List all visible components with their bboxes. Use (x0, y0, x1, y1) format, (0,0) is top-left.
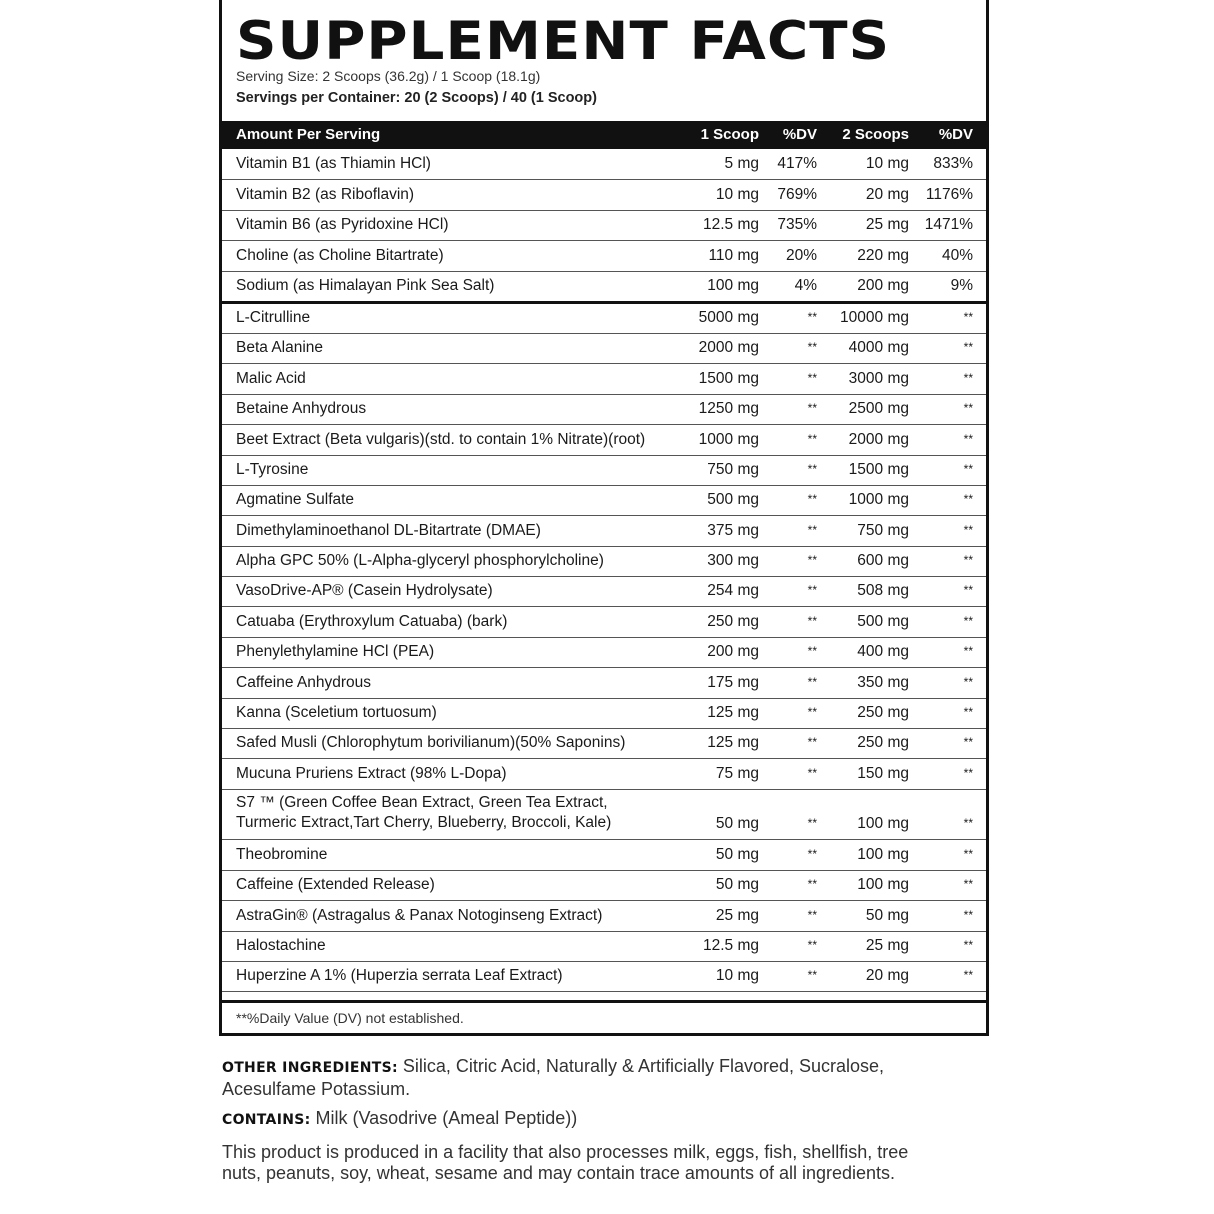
cell-dv1: ** (807, 583, 817, 598)
cell-name: Malic Acid (236, 369, 306, 387)
cell-name: Agmatine Sulfate (236, 491, 355, 509)
cell-q1: 500 mg (707, 491, 759, 509)
cell-q2: 1000 mg (848, 491, 909, 509)
cell-q2: 1500 mg (848, 460, 909, 478)
cell-name: AstraGin® (Astragalus & Panax Notoginseng Extract) (236, 906, 603, 924)
cell-name: Phenylethylamine HCl (PEA) (236, 643, 435, 661)
cell-q1: 50 mg (715, 815, 759, 833)
cell-q1: 5 mg (724, 155, 759, 173)
allergen-statement: This product is produced in a facility that also processes milk, eggs, fish, shellfish, tree nuts, peanuts, soy, wheat, sesame and may contain trace amounts of all ingredients. (222, 1142, 909, 1183)
cell-q2: 600 mg (857, 552, 909, 570)
cell-name: Huperzine A 1% (Huperzia serrata Leaf Extract) (236, 967, 563, 985)
cell-dv2: ** (963, 522, 973, 537)
cell-q1: 75 mg (715, 764, 759, 782)
cell-q1: 5000 mg (698, 308, 759, 326)
cell-dv2: ** (963, 613, 973, 628)
header-scoop1: 1 Scoop (700, 126, 759, 143)
cell-dv1: ** (807, 968, 817, 983)
cell-dv1: ** (807, 401, 817, 416)
cell-q2: 750 mg (857, 521, 909, 539)
table-row (222, 486, 986, 516)
table-row (222, 962, 986, 992)
cell-q2: 350 mg (857, 673, 909, 691)
cell-q1: 1500 mg (698, 369, 759, 387)
other-ingredients (222, 1056, 902, 1100)
cell-name: VasoDrive-AP® (Casein Hydrolysate) (236, 582, 493, 600)
table-row (222, 211, 986, 241)
cell-dv1: ** (807, 877, 817, 892)
cell-q2: 100 mg (857, 845, 909, 863)
supplement-facts-panel (219, 0, 989, 1036)
cell-dv2: ** (963, 309, 973, 324)
cell-name: Beet Extract (Beta vulgaris)(std. to contain 1% Nitrate)(root) (236, 430, 646, 448)
cell-dv1: ** (807, 907, 817, 922)
cell-q1: 1000 mg (698, 430, 759, 448)
table-row (222, 304, 986, 334)
header-dv1: %DV (782, 126, 817, 143)
cell-dv2: 833% (933, 155, 973, 173)
cell-q2: 200 mg (857, 276, 909, 294)
cell-q2: 20 mg (865, 967, 909, 985)
cell-q1: 2000 mg (698, 339, 759, 357)
footnote: **%Daily Value (DV) not established. (236, 1010, 464, 1026)
cell-dv2: ** (963, 461, 973, 476)
cell-dv1: ** (807, 816, 817, 831)
cell-dv2: ** (963, 340, 973, 355)
cell-q2: 10000 mg (840, 308, 909, 326)
cell-dv1: ** (807, 522, 817, 537)
table-row (222, 364, 986, 394)
cell-q1: 10 mg (715, 185, 759, 203)
cell-dv1: ** (807, 431, 817, 446)
cell-dv2: ** (963, 553, 973, 568)
table-row (222, 180, 986, 210)
table-row (222, 790, 986, 841)
cell-q2: 500 mg (857, 612, 909, 630)
cell-q2: 2000 mg (848, 430, 909, 448)
cell-dv2: ** (963, 705, 973, 720)
cell-dv2: ** (963, 765, 973, 780)
footnote-divider (222, 1000, 986, 1003)
cell-dv1: 769% (777, 185, 817, 203)
cell-dv1: ** (807, 309, 817, 324)
table-row (222, 272, 986, 304)
cell-dv1: ** (807, 735, 817, 750)
cell-q1: 175 mg (707, 673, 759, 691)
table-row (222, 425, 986, 455)
cell-q2: 100 mg (857, 876, 909, 894)
cell-dv2: ** (963, 431, 973, 446)
cell-q1: 125 mg (707, 704, 759, 722)
cell-dv1: ** (807, 705, 817, 720)
table-row (222, 577, 986, 607)
cell-name: Catuaba (Erythroxylum Catuaba) (bark) (236, 612, 508, 630)
table-row (222, 241, 986, 271)
table-row (222, 901, 986, 931)
cell-dv1: ** (807, 613, 817, 628)
cell-dv2: ** (963, 401, 973, 416)
cell-name: Choline (as Choline Bitartrate) (236, 246, 444, 264)
cell-q1: 110 mg (708, 246, 759, 264)
cell-q1: 50 mg (715, 845, 759, 863)
cell-q2: 400 mg (857, 643, 909, 661)
contains (222, 1108, 577, 1129)
cell-dv1: 20% (785, 246, 817, 264)
cell-dv2: ** (963, 877, 973, 892)
contains-label: CONTAINS: (222, 1112, 311, 1128)
table-row (222, 759, 986, 789)
cell-name: Beta Alanine (236, 339, 324, 357)
cell-dv2: 9% (950, 276, 973, 294)
cell-q2: 508 mg (857, 582, 909, 600)
cell-dv2: ** (963, 907, 973, 922)
cell-q1: 10 mg (715, 967, 759, 985)
cell-q1: 375 mg (707, 521, 759, 539)
cell-name: S7 ™ (Green Coffee Bean Extract, Green Tea Extract, Turmeric Extract,Tart Cherry, Blueberry, Broccoli, Kale) (236, 794, 612, 832)
cell-name: Caffeine Anhydrous (236, 673, 372, 691)
servings-per-container: Servings per Container: 20 (2 Scoops) / 40 (1 Scoop) (236, 90, 597, 106)
cell-dv2: ** (963, 816, 973, 831)
table-row (222, 607, 986, 637)
cell-dv1: ** (807, 553, 817, 568)
cell-name: Vitamin B2 (as Riboflavin) (236, 185, 415, 203)
other-ingredients-label: OTHER INGREDIENTS: (222, 1060, 398, 1076)
cell-name: Safed Musli (Chlorophytum borivilianum)(50% Saponins) (236, 734, 626, 752)
cell-q1: 100 mg (707, 276, 759, 294)
table-row (222, 668, 986, 698)
cell-name: Alpha GPC 50% (L-Alpha-glyceryl phosphorylcholine) (236, 552, 604, 570)
cell-dv1: ** (807, 461, 817, 476)
cell-dv2: 1471% (924, 216, 973, 234)
cell-q1: 254 mg (707, 582, 759, 600)
cell-q1: 50 mg (715, 876, 759, 894)
cell-name: L-Tyrosine (236, 460, 309, 478)
cell-q2: 100 mg (857, 815, 909, 833)
header-scoop2: 2 Scoops (842, 126, 909, 143)
cell-dv2: ** (963, 674, 973, 689)
header-amount: Amount Per Serving (236, 126, 381, 143)
cell-dv1: ** (807, 644, 817, 659)
cell-q2: 10 mg (865, 155, 909, 173)
cell-dv1: ** (807, 492, 817, 507)
cell-q1: 25 mg (715, 906, 759, 924)
cell-name: Vitamin B1 (as Thiamin HCl) (236, 155, 431, 173)
cell-dv2: ** (963, 735, 973, 750)
cell-q1: 250 mg (707, 612, 759, 630)
cell-q2: 3000 mg (848, 369, 909, 387)
cell-dv2: ** (963, 583, 973, 598)
cell-q2: 150 mg (857, 764, 909, 782)
table-row (222, 516, 986, 546)
cell-dv2: ** (963, 370, 973, 385)
cell-q1: 125 mg (707, 734, 759, 752)
facts-table-body (222, 150, 986, 992)
table-header (222, 121, 986, 149)
cell-name: Betaine Anhydrous (236, 400, 367, 418)
table-row (222, 840, 986, 870)
cell-dv2: ** (963, 644, 973, 659)
table-row (222, 638, 986, 668)
cell-name: Theobromine (236, 845, 328, 863)
cell-q2: 2500 mg (848, 400, 909, 418)
table-row (222, 395, 986, 425)
cell-q2: 25 mg (865, 216, 909, 234)
cell-dv1: 735% (777, 216, 817, 234)
cell-q1: 300 mg (707, 552, 759, 570)
cell-name: Kanna (Sceletium tortuosum) (236, 704, 437, 722)
table-row (222, 456, 986, 486)
cell-name: Halostachine (236, 936, 326, 954)
cell-dv1: ** (807, 674, 817, 689)
cell-dv2: ** (963, 937, 973, 952)
cell-dv1: ** (807, 370, 817, 385)
cell-dv2: ** (963, 492, 973, 507)
cell-q1: 750 mg (707, 460, 759, 478)
cell-q1: 12.5 mg (702, 216, 759, 234)
cell-q1: 200 mg (707, 643, 759, 661)
table-row (222, 334, 986, 364)
table-row (222, 150, 986, 180)
cell-q2: 25 mg (865, 936, 909, 954)
header-dv2: %DV (938, 126, 973, 143)
cell-dv1: ** (807, 937, 817, 952)
contains-text: Milk (Vasodrive (Ameal Peptide)) (310, 1108, 578, 1128)
cell-name: Mucuna Pruriens Extract (98% L-Dopa) (236, 764, 507, 782)
cell-dv1: ** (807, 846, 817, 861)
table-row (222, 932, 986, 962)
other-ingredients-text: Silica, Citric Acid, Naturally & Artificially Flavored, Sucralose, Acesulfame Potassium. (222, 1056, 885, 1099)
cell-dv2: 1176% (925, 185, 973, 203)
cell-dv2: ** (963, 846, 973, 861)
table-row (222, 729, 986, 759)
table-row (222, 699, 986, 729)
cell-dv2: ** (963, 968, 973, 983)
cell-q1: 1250 mg (698, 400, 759, 418)
cell-dv1: 4% (794, 276, 817, 294)
cell-dv2: 40% (941, 246, 973, 264)
serving-size: Serving Size: 2 Scoops (36.2g) / 1 Scoop (18.1g) (236, 68, 541, 84)
table-row (222, 547, 986, 577)
cell-q2: 220 mg (857, 246, 909, 264)
cell-name: L-Citrulline (236, 308, 311, 326)
cell-q1: 12.5 mg (702, 936, 759, 954)
cell-dv1: ** (807, 765, 817, 780)
cell-dv1: ** (807, 340, 817, 355)
cell-q2: 50 mg (865, 906, 909, 924)
table-row (222, 871, 986, 901)
cell-name: Sodium (as Himalayan Pink Sea Salt) (236, 276, 495, 294)
cell-name: Dimethylaminoethanol DL-Bitartrate (DMAE) (236, 521, 541, 539)
cell-q2: 250 mg (857, 704, 909, 722)
panel-title: SUPPLEMENT FACTS (236, 11, 891, 72)
cell-q2: 20 mg (865, 185, 909, 203)
cell-name: Vitamin B6 (as Pyridoxine HCl) (236, 216, 449, 234)
cell-q2: 250 mg (857, 734, 909, 752)
cell-name: Caffeine (Extended Release) (236, 876, 435, 894)
cell-q2: 4000 mg (848, 339, 909, 357)
cell-dv1: 417% (777, 155, 817, 173)
